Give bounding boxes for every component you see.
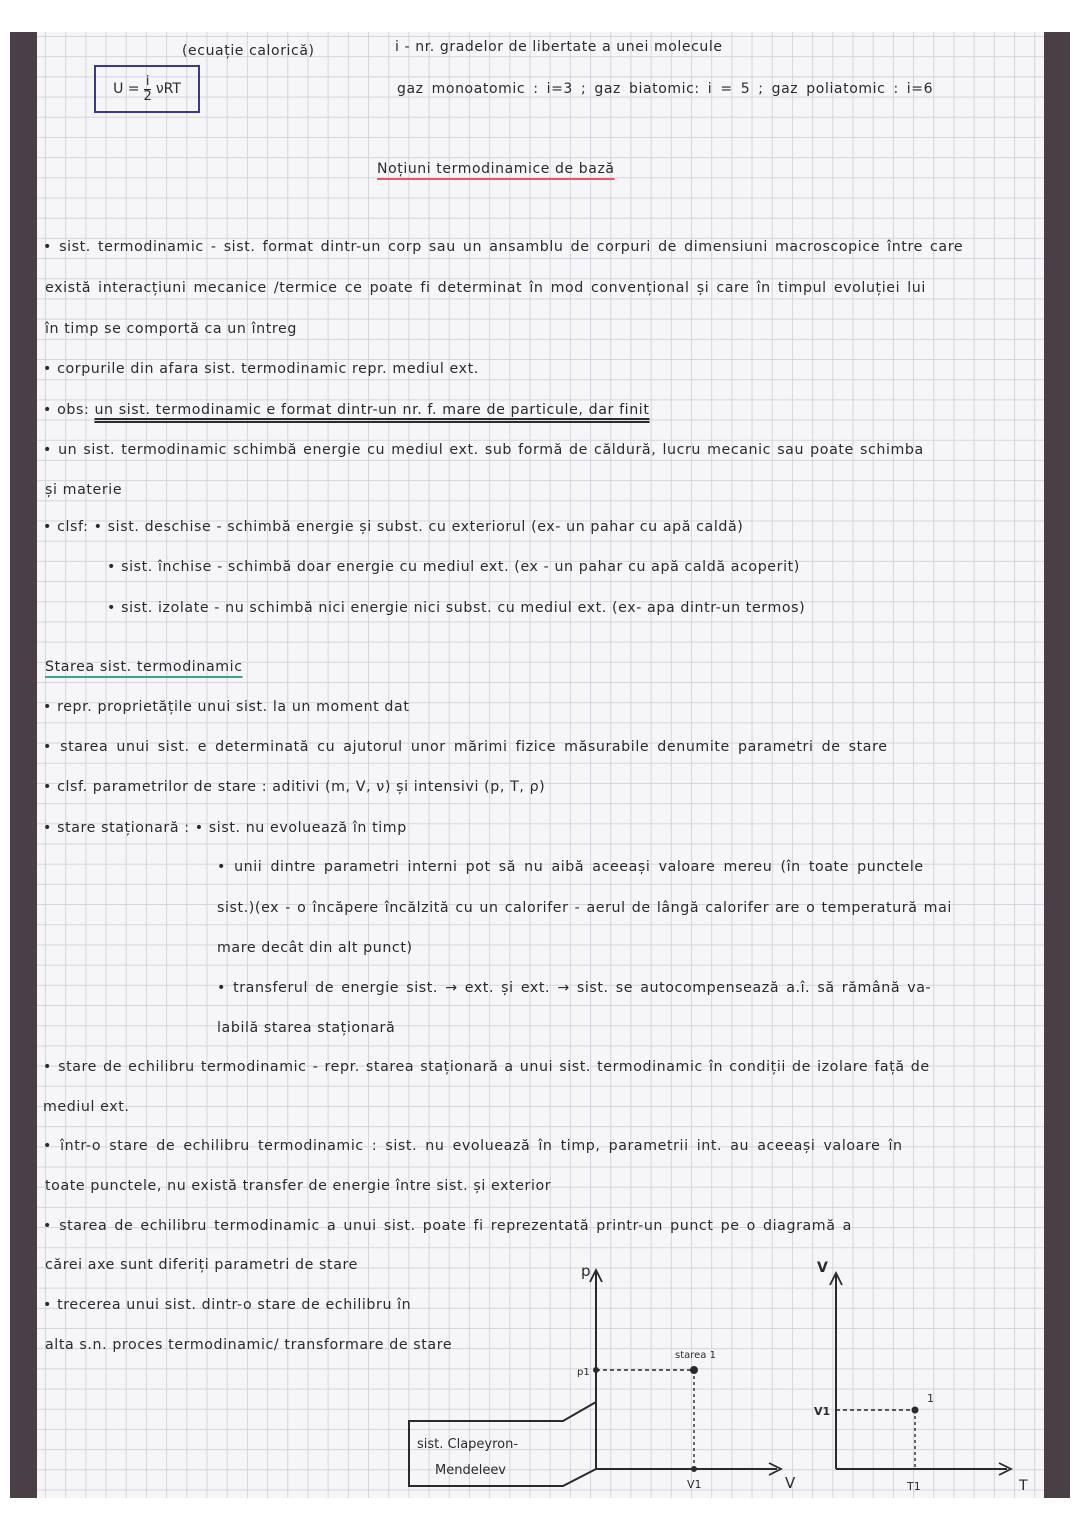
fraction-numerator: i [145, 73, 150, 89]
equilibrium-line-6: cărei axe sunt diferiți parametri de stare [45, 1257, 358, 1273]
state-line-1: • repr. proprietățile unui sist. la un moment dat [43, 699, 410, 715]
definition-line-1: • sist. termodinamic - sist. format dintr-un corp sau un ansamblu de corpuri de dimensiuni macroscopice între care [43, 239, 964, 255]
definition-line-2: există interacțiuni mecanice /termice ce poate fi determinat în mod convențional și care în timpul evoluției lui [45, 280, 926, 296]
pv-y-axis-label: p [581, 1262, 591, 1280]
obs-prefix: • obs: [43, 402, 90, 418]
pv-point-label: starea 1 [675, 1350, 716, 1361]
vt-y-axis-label: V [817, 1260, 828, 1276]
pv-v1-label: V1 [687, 1478, 702, 1491]
equilibrium-line-3: • într-o stare de echilibru termodinamic : sist. nu evoluează în timp, parametrii int. au aceeași valoare în [43, 1138, 903, 1154]
fraction-denominator: 2 [143, 88, 152, 104]
formula-lhs: U = [113, 81, 140, 97]
dof-definition: i - nr. gradelor de libertate a unei molecule [395, 39, 723, 55]
equilibrium-line-4: toate punctele, nu există transfer de energie între sist. și exterior [45, 1178, 552, 1194]
exchange-line-1: • un sist. termodinamic schimbă energie cu mediul ext. sub formă de căldură, lucru mecanic sau poate schimba [43, 442, 924, 458]
state-line-2: • starea unui sist. e determinată cu ajutorul unor mărimi fizice măsurabile denumite parametri de stare [43, 739, 888, 755]
classification-closed: • sist. închise - schimbă doar energie cu mediul ext. (ex - un pahar cu apă caldă acoperit) [107, 559, 800, 575]
classification-open: • clsf: • sist. deschise - schimbă energie și subst. cu exteriorul (ex- un pahar cu apă caldă) [43, 519, 744, 535]
classification-isolated: • sist. izolate - nu schimbă nici energie nici subst. cu mediul ext. (ex- apa dintr-un termos) [107, 600, 806, 616]
pv-x-axis-label: V [785, 1474, 796, 1492]
pv-p1-label: p1 [577, 1367, 590, 1378]
diagrams-layer [37, 32, 1044, 1498]
state-line-3: • clsf. parametrilor de stare : aditivi (m, V, ν) și intensivi (p, T, ρ) [43, 779, 546, 795]
equilibrium-line-1: • stare de echilibru termodinamic - repr. starea staționară a unui sist. termodinamic în condiții de izolare față de [43, 1059, 930, 1075]
vt-x-axis-label: T [1019, 1478, 1028, 1494]
gas-types: gaz monoatomic : i=3 ; gaz biatomic: i = 5 ; gaz poliatomic : i=6 [397, 81, 934, 97]
stationary-sub-2: sist.)(ex - o încăpere încălzită cu un calorifer - aerul de lângă calorifer are o temperatură mai [217, 900, 952, 916]
equilibrium-line-8: alta s.n. proces termodinamic/ transformare de stare [45, 1337, 453, 1353]
vt-v1-label: V1 [814, 1405, 831, 1418]
state-line-4: • stare staționară : • sist. nu evoluează în timp [43, 820, 407, 836]
vt-diagram [830, 1273, 1011, 1475]
vt-t1-label: T1 [907, 1480, 921, 1493]
exchange-line-2: și materie [45, 482, 123, 498]
vt-point-label: 1 [927, 1392, 934, 1405]
definition-line-3: în timp se comportă ca un întreg [45, 321, 297, 337]
notebook-page [37, 32, 1044, 1498]
equilibrium-line-2: mediul ext. [43, 1099, 130, 1115]
pv-note-line-1: sist. Clapeyron- [417, 1437, 519, 1452]
section-title-system-state: Starea sist. termodinamic [45, 659, 243, 675]
pv-note-line-2: Mendeleev [435, 1463, 507, 1478]
obs-underlined-text: un sist. termodinamic e format dintr-un nr. f. mare de particule, dar finit [94, 402, 650, 418]
stationary-sub-5: labilă starea staționară [217, 1020, 396, 1036]
stationary-sub-4: • transferul de energie sist. → ext. și ext. → sist. se autocompensează a.î. să rămână va- [217, 980, 932, 996]
equilibrium-line-7: • trecerea unui sist. dintr-o stare de echilibru în [43, 1297, 412, 1313]
stationary-sub-3: mare decât din alt punct) [217, 940, 413, 956]
stationary-sub-1: • unii dintre parametri interni pot să nu aibă aceeași valoare mereu (în toate punctele [217, 859, 924, 875]
pv-diagram [409, 1270, 781, 1486]
section-title-basic-notions: Noțiuni termodinamice de bază [377, 161, 615, 177]
formula-rhs: νRT [155, 81, 181, 97]
page-edge-left [10, 32, 37, 1498]
formula-note: (ecuație calorică) [182, 43, 315, 59]
page-edge-right [1044, 32, 1070, 1498]
equilibrium-line-5: • starea de echilibru termodinamic a unui sist. poate fi reprezentată printr-un punct pe o diagramă a [43, 1218, 852, 1234]
definition-line-4: • corpurile din afara sist. termodinamic repr. mediul ext. [43, 361, 479, 377]
